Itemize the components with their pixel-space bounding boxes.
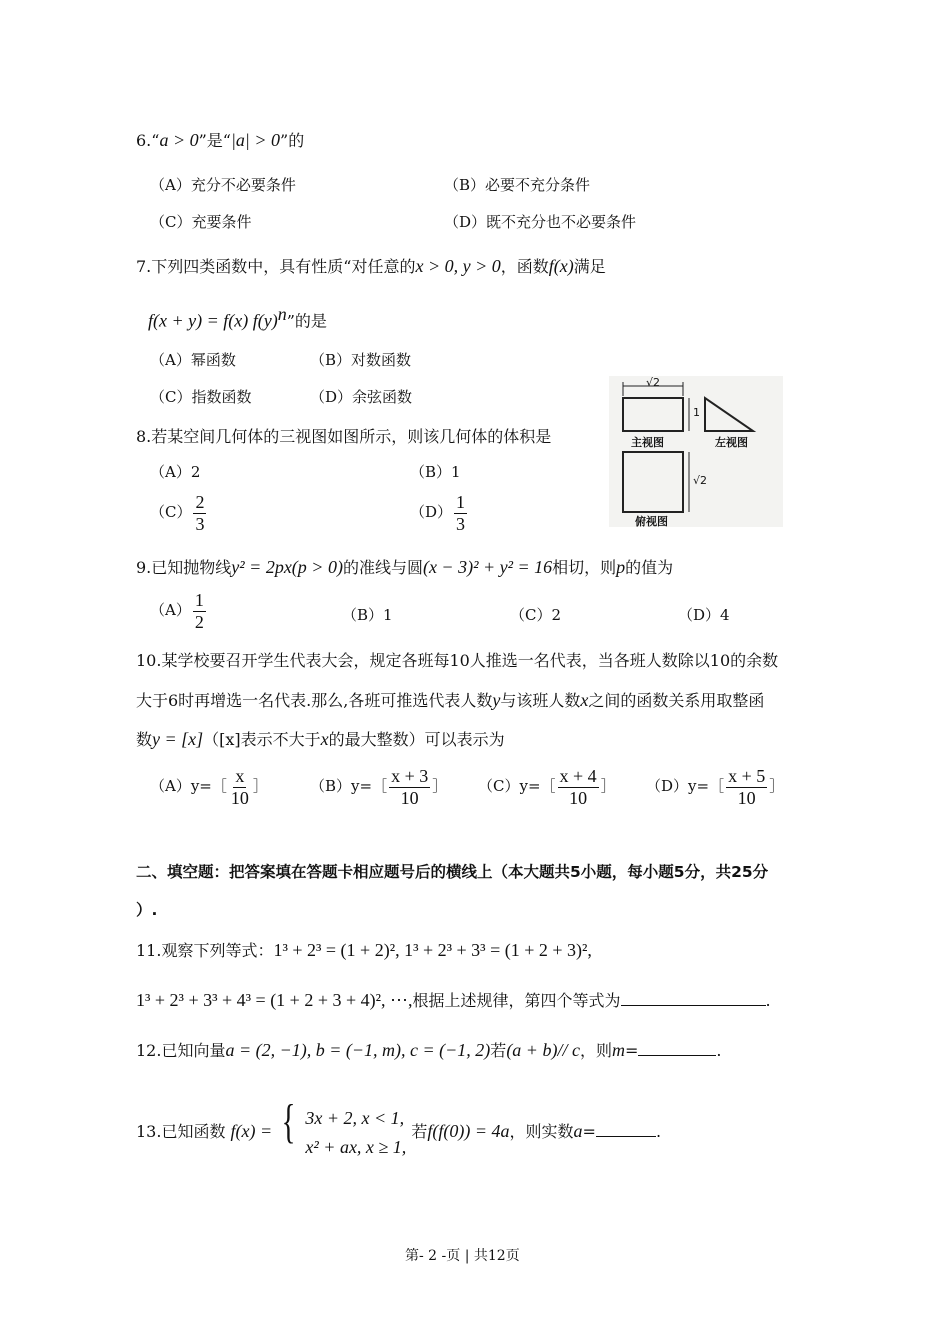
three-view-drawing: [609, 376, 783, 527]
fraction: $\frac{x + 4}{10}$: [559, 766, 597, 808]
q6-option-c: （C）充要条件: [150, 213, 252, 231]
dim-label-depth: √2: [693, 474, 708, 487]
q6-option-d: （D）既不充分也不必要条件: [444, 213, 637, 231]
q9-option-d: （D）4: [678, 606, 730, 624]
fraction: $\frac{x + 3}{10}$: [391, 766, 429, 808]
q10-stem-line1: 10.某学校要召开学生代表大会，规定各班每10人推选一名代表，当各班人数除以10的余数: [136, 651, 779, 670]
q7-option-d: （D）余弦函数: [310, 388, 413, 406]
q8-option-d: （D） $\frac{1}{3}$: [410, 492, 466, 534]
fraction: $\frac{x}{10}$: [230, 766, 249, 808]
front-view-label: 主视图: [631, 436, 664, 449]
section2-heading-line2: ）.: [136, 901, 158, 919]
top-view-label: 俯视图: [635, 515, 668, 528]
q10-stem-line2: 大于6时再增选一名代表.那么,各班可推选代表人数y与该班人数x之间的函数关系用取整函: [136, 690, 765, 710]
q7-stem-line1: 7.下列四类函数中，具有性质“对任意的x > 0, y > 0，函数f(x)满足: [136, 256, 606, 276]
q8-option-c: （C） $\frac{2}{3}$: [150, 492, 205, 534]
q8-stem: 8.若某空间几何体的三视图如图所示，则该几何体的体积是: [136, 427, 552, 446]
answer-blank[interactable]: [621, 989, 766, 1006]
answer-blank[interactable]: [638, 1039, 716, 1056]
q6-stem: 6.“a > 0”是“|a| > 0”的: [136, 130, 305, 150]
piecewise-cases: 3x + 2, x < 1, x² + ax, x ≥ 1,: [305, 1107, 407, 1157]
q10-option-b: （B）y=［ $\frac{x + 3}{10}$ ］: [310, 766, 448, 808]
q10-option-c: （C）y=［ $\frac{x + 4}{10}$ ］: [478, 766, 616, 808]
q8-option-b: （B）1: [410, 463, 461, 481]
q9-stem: 9.已知抛物线y² = 2px(p > 0)的准线与圆(x − 3)² + y² = 16相切，则p的值为: [136, 557, 674, 577]
q9-option-b: （B）1: [342, 606, 393, 624]
q11-stem-line2: 1³ + 2³ + 3³ + 4³ = (1 + 2 + 3 + 4)², ⋯,根据上述规律，第四个等式为 .: [136, 990, 771, 1010]
fraction: $\frac{1}{3}$: [456, 492, 466, 534]
q7-option-a: （A）幂函数: [150, 351, 236, 369]
q9-option-a: （A） $\frac{1}{2}$: [150, 590, 204, 632]
page-footer: 第- 2 -页 | 共12页: [405, 1248, 520, 1264]
fraction: $\frac{2}{3}$: [195, 492, 205, 534]
fraction: $\frac{x + 5}{10}$: [728, 766, 766, 808]
answer-blank[interactable]: [596, 1120, 656, 1137]
q12-stem: 12.已知向量a = (2, −1), b = (−1, m), c = (−1, 2)若(a + b)// c，则m= .: [136, 1040, 722, 1060]
q8-option-a: （A）2: [150, 463, 201, 481]
left-view-label: 左视图: [715, 436, 748, 449]
dim-label-height: 1: [693, 406, 700, 419]
q11-stem-line1: 11.观察下列等式：1³ + 2³ = (1 + 2)², 1³ + 2³ + 3³ = (1 + 2 + 3)²,: [136, 940, 592, 960]
q9-option-c: （C）2: [510, 606, 562, 624]
fraction: $\frac{1}{2}$: [194, 590, 204, 632]
dim-label-top: √2: [646, 376, 661, 389]
q7-stem-line2: f(x + y) = f(x) $f(y)^n$”的是: [148, 304, 327, 331]
q7-option-b: （B）对数函数: [310, 351, 412, 369]
q10-option-a: （A）y=［ $\frac{x}{10}$ ］: [150, 766, 268, 808]
q7-option-c: （C）指数函数: [150, 388, 252, 406]
left-brace-icon: {: [281, 1095, 296, 1148]
q13-stem: 13.已知函数 f(x) = { 3x + 2, x < 1, x² + ax, x ≥ 1, 若f(f(0)) = 4a，则实数a= .: [136, 1098, 661, 1161]
q10-option-d: （D）y=［ $\frac{x + 5}{10}$ ］: [646, 766, 785, 808]
q6-option-a: （A）充分不必要条件: [150, 176, 296, 194]
q6-option-b: （B）必要不充分条件: [444, 176, 591, 194]
section2-heading-line1: 二、填空题：把答案填在答题卡相应题号后的横线上（本大题共5小题，每小题5分，共25分: [136, 863, 769, 881]
three-view-figure: [609, 376, 783, 527]
q10-stem-line3: 数y = [x]（[x]表示不大于x的最大整数）可以表示为: [136, 729, 505, 749]
